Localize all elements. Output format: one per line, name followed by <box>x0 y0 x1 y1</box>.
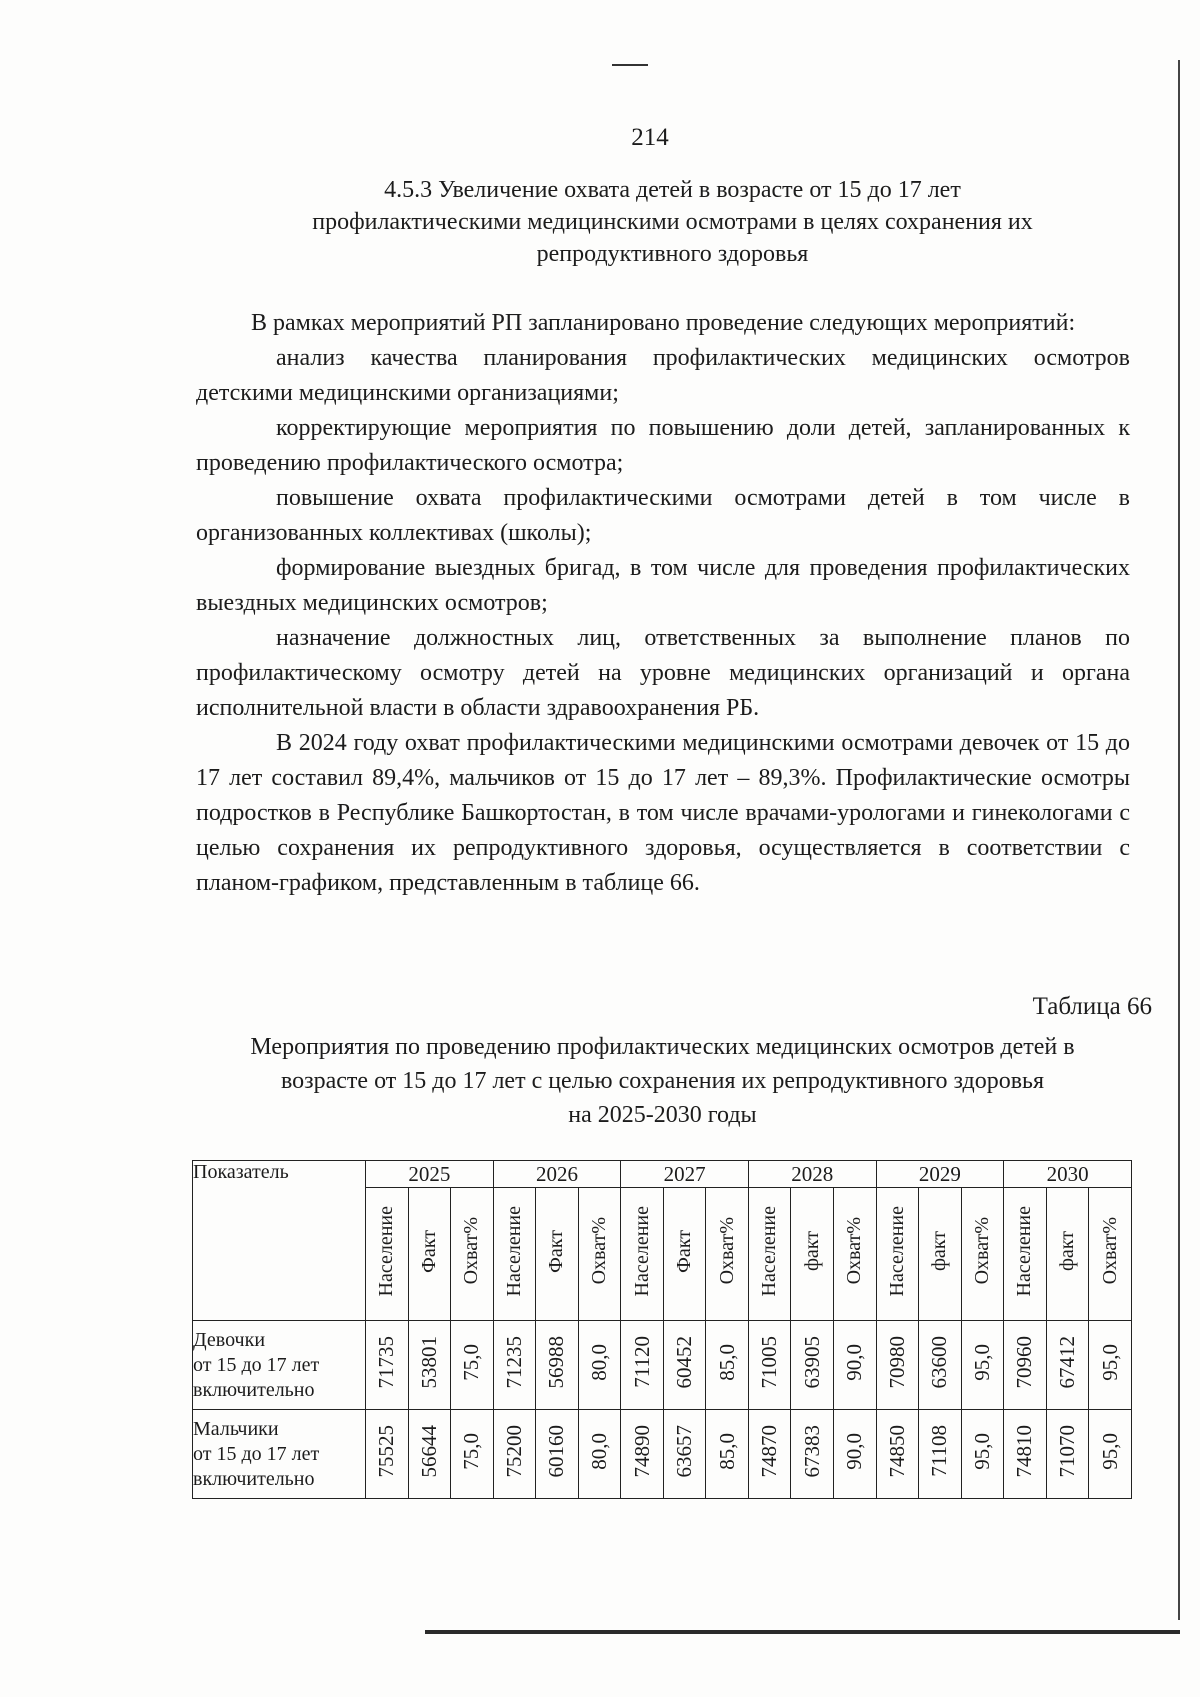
section-heading <box>180 174 1165 270</box>
table-cell: 80,0 <box>578 1321 621 1410</box>
measure-item: анализ качества планирования профилактических медицинских осмотров детскими медицинскими организациями; <box>196 345 1130 406</box>
table-cell: 85,0 <box>706 1321 749 1410</box>
table-cell: 71735 <box>366 1321 409 1410</box>
table-cell: 63600 <box>919 1321 962 1410</box>
table-caption <box>190 1030 1135 1132</box>
table-cell: 75525 <box>366 1410 409 1499</box>
measure-item: корректирующие мероприятия по повышению доли детей, запланированных к проведению профилактического осмотра; <box>196 415 1130 476</box>
fact-header: факт <box>791 1188 834 1321</box>
population-header: Население <box>621 1188 664 1321</box>
population-header: Население <box>366 1188 409 1321</box>
table-cell: 75,0 <box>451 1321 494 1410</box>
table-cell: 60452 <box>663 1321 706 1410</box>
coverage-header: Охват% <box>961 1188 1004 1321</box>
table-cell: 71070 <box>1046 1410 1089 1499</box>
table-cell: 90,0 <box>834 1410 877 1499</box>
table-cell: 70980 <box>876 1321 919 1410</box>
fact-header: факт <box>1046 1188 1089 1321</box>
table-cell: 74870 <box>748 1410 791 1499</box>
row-label: Мальчики от 15 до 17 лет включительно <box>193 1410 366 1499</box>
year-header: 2030 <box>1004 1161 1132 1188</box>
caption-line: Мероприятия по проведению профилактических медицинских осмотров детей в <box>250 1034 1075 1060</box>
fact-header: факт <box>919 1188 962 1321</box>
table-cell: 95,0 <box>961 1321 1004 1410</box>
table-cell: 74890 <box>621 1410 664 1499</box>
table-cell: 71235 <box>493 1321 536 1410</box>
page-number: 214 <box>631 124 669 151</box>
table-cell: 75,0 <box>451 1410 494 1499</box>
fact-header: Факт <box>663 1188 706 1321</box>
table-row-boys <box>193 1410 1132 1499</box>
year-header: 2028 <box>748 1161 876 1188</box>
table-cell: 53801 <box>408 1321 451 1410</box>
table-cell: 85,0 <box>706 1410 749 1499</box>
row-label: Девочки от 15 до 17 лет включительно <box>193 1321 366 1410</box>
coverage-header: Охват% <box>1089 1188 1132 1321</box>
heading-line: профилактическими медицинскими осмотрами в целях сохранения их <box>312 209 1033 235</box>
population-header: Население <box>1004 1188 1047 1321</box>
year-header: 2029 <box>876 1161 1004 1188</box>
year-header: 2025 <box>366 1161 494 1188</box>
table-cell: 56988 <box>536 1321 579 1410</box>
table-cell: 75200 <box>493 1410 536 1499</box>
table-cell: 95,0 <box>961 1410 1004 1499</box>
population-header: Население <box>493 1188 536 1321</box>
table-header-row <box>193 1161 1132 1188</box>
year-header: 2026 <box>493 1161 621 1188</box>
table-cell: 95,0 <box>1089 1321 1132 1410</box>
intro-paragraph: В рамках мероприятий РП запланировано проведение следующих мероприятий: <box>251 310 1076 336</box>
table-cell: 63657 <box>663 1410 706 1499</box>
caption-line: на 2025-2030 годы <box>568 1102 757 1128</box>
measure-item: назначение должностных лиц, ответственных за выполнение планов по профилактическому осмотру детей на уровне медицинских организаций и органа исполнительной власти в области здравоохранения РБ. <box>196 625 1130 721</box>
table-cell: 95,0 <box>1089 1410 1132 1499</box>
screening-table <box>192 1160 1132 1499</box>
indicator-header: Показатель <box>193 1161 366 1321</box>
coverage-header: Охват% <box>451 1188 494 1321</box>
table-cell: 56644 <box>408 1410 451 1499</box>
body-text <box>196 306 1130 901</box>
measure-item: формирование выездных бригад, в том числе для проведения профилактических выездных медицинских осмотров; <box>196 555 1130 616</box>
heading-line: 4.5.3 Увеличение охвата детей в возрасте от 15 до 17 лет <box>384 177 961 203</box>
table-label: Таблица 66 <box>1032 993 1152 1020</box>
bottom-rule <box>425 1630 1180 1634</box>
table-cell: 63905 <box>791 1321 834 1410</box>
measure-item: повышение охвата профилактическими осмотрами детей в том числе в организованных коллективах (школы); <box>196 485 1130 546</box>
scan-mark <box>612 64 648 66</box>
fact-header: Факт <box>408 1188 451 1321</box>
caption-line: возрасте от 15 до 17 лет с целью сохранения их репродуктивного здоровья <box>280 1068 1045 1094</box>
coverage-header: Охват% <box>834 1188 877 1321</box>
table-cell: 71120 <box>621 1321 664 1410</box>
table-cell: 70960 <box>1004 1321 1047 1410</box>
table-cell: 67383 <box>791 1410 834 1499</box>
table-cell: 90,0 <box>834 1321 877 1410</box>
table-cell: 67412 <box>1046 1321 1089 1410</box>
heading-line: репродуктивного здоровья <box>536 241 809 267</box>
population-header: Население <box>876 1188 919 1321</box>
table-cell: 71108 <box>919 1410 962 1499</box>
page-edge-line <box>1178 60 1180 1620</box>
table-cell: 60160 <box>536 1410 579 1499</box>
table-cell: 74810 <box>1004 1410 1047 1499</box>
population-header: Население <box>748 1188 791 1321</box>
table-cell: 74850 <box>876 1410 919 1499</box>
table-cell: 71005 <box>748 1321 791 1410</box>
fact-header: Факт <box>536 1188 579 1321</box>
year-header: 2027 <box>621 1161 749 1188</box>
summary-paragraph: В 2024 году охват профилактическими медицинскими осмотрами девочек от 15 до 17 лет составил 89,4%, мальчиков от 15 до 17 лет – 89,3%. Профилактические осмотры подростков в Республике Башкортостан, в том числе врачами-урологами и гинекологами с целью сохранения их репродуктивного здоровья, осуществляется в соответствии с планом-графиком, представленным в таблице 66. <box>196 730 1130 896</box>
coverage-header: Охват% <box>706 1188 749 1321</box>
table-row-girls <box>193 1321 1132 1410</box>
table-cell: 80,0 <box>578 1410 621 1499</box>
coverage-header: Охват% <box>578 1188 621 1321</box>
